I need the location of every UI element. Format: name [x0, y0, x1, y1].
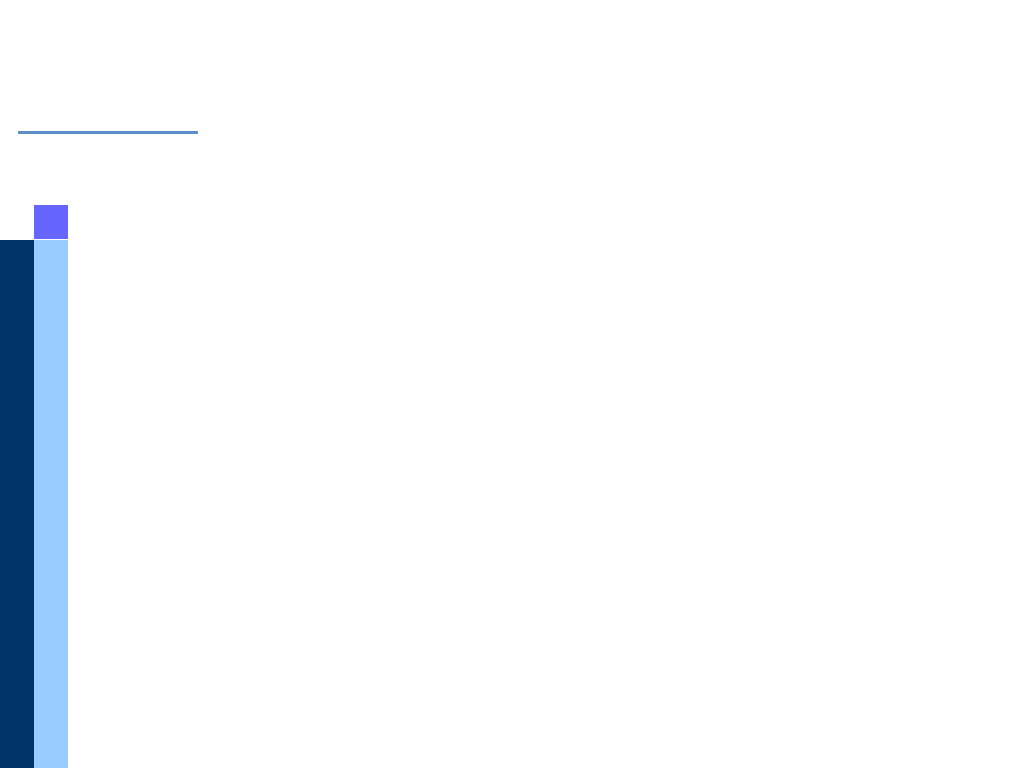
column-header-tabs: [220, 178, 1020, 214]
left-accent-bar-light: [34, 240, 68, 768]
project-open-logo: [18, 30, 200, 136]
left-accent-bar-dark: [0, 240, 34, 768]
left-accent-square: [34, 205, 68, 239]
logo-underline: [18, 131, 198, 134]
